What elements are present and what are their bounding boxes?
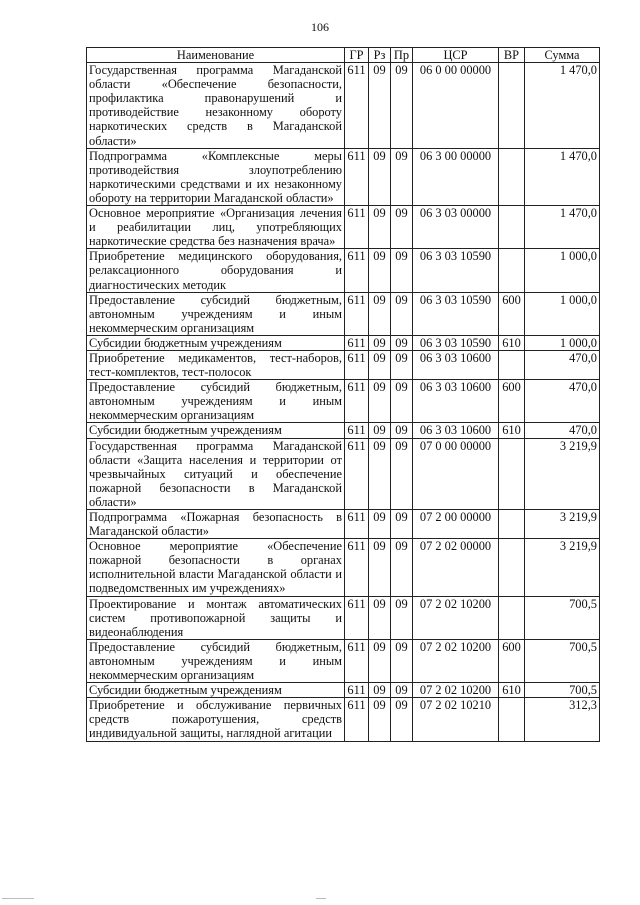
cell-rz: 09 (369, 510, 391, 539)
scan-marks (0, 898, 640, 901)
table-row (87, 596, 600, 639)
cell-gr: 611 (345, 539, 369, 596)
cell-pr: 09 (391, 539, 413, 596)
cell-pr: 09 (391, 639, 413, 682)
cell-sum: 700,5 (525, 683, 600, 698)
budget-table (86, 47, 600, 742)
cell-pr: 09 (391, 698, 413, 741)
cell-vr: 610 (499, 423, 525, 438)
cell-name: Приобретение медикаментов, тест-наборов, тест-комплектов, тест-полосок (87, 350, 345, 379)
cell-vr: 600 (499, 380, 525, 423)
cell-vr: 600 (499, 292, 525, 335)
cell-name: Основное мероприятие «Организация лечения и реабилитации лиц, употребляющих наркотические средства без назначения врача» (87, 206, 345, 249)
cell-pr: 09 (391, 596, 413, 639)
cell-pr: 09 (391, 206, 413, 249)
table-row (87, 63, 600, 149)
cell-name: Субсидии бюджетным учреждениям (87, 683, 345, 698)
cell-gr: 611 (345, 350, 369, 379)
cell-csr: 06 3 00 00000 (413, 148, 499, 205)
cell-pr: 09 (391, 350, 413, 379)
cell-pr: 09 (391, 510, 413, 539)
cell-pr: 09 (391, 249, 413, 292)
cell-sum: 1 470,0 (525, 63, 600, 149)
header-vr: ВР (499, 48, 525, 63)
cell-vr: 610 (499, 335, 525, 350)
cell-sum: 1 470,0 (525, 148, 600, 205)
table-row (87, 510, 600, 539)
cell-pr: 09 (391, 292, 413, 335)
table-row (87, 539, 600, 596)
table-row (87, 249, 600, 292)
cell-rz: 09 (369, 380, 391, 423)
cell-sum: 470,0 (525, 350, 600, 379)
cell-vr (499, 249, 525, 292)
cell-vr (499, 510, 525, 539)
cell-sum: 470,0 (525, 380, 600, 423)
table-row (87, 206, 600, 249)
cell-sum: 3 219,9 (525, 539, 600, 596)
cell-csr: 06 3 03 10600 (413, 380, 499, 423)
cell-name: Государственная программа Магаданской области «Защита населения и территории от чрезвычайных ситуаций и обеспечение пожарной безопасности в Магаданской области» (87, 438, 345, 509)
cell-name: Подпрограмма «Комплексные меры противодействия злоупотреблению наркотическими средствами и их незаконному обороту на территории Магаданской области» (87, 148, 345, 205)
cell-name: Предоставление субсидий бюджетным, автономным учреждениям и иным некоммерческим организациям (87, 292, 345, 335)
cell-rz: 09 (369, 423, 391, 438)
cell-gr: 611 (345, 438, 369, 509)
cell-sum: 470,0 (525, 423, 600, 438)
table-row (87, 438, 600, 509)
cell-csr: 06 3 03 10590 (413, 335, 499, 350)
table-header-row (87, 48, 600, 63)
table-row (87, 639, 600, 682)
cell-vr: 610 (499, 683, 525, 698)
cell-vr: 600 (499, 639, 525, 682)
cell-vr (499, 148, 525, 205)
cell-vr (499, 539, 525, 596)
header-pr: Пр (391, 48, 413, 63)
cell-pr: 09 (391, 683, 413, 698)
cell-vr (499, 596, 525, 639)
cell-csr: 07 2 02 10210 (413, 698, 499, 741)
cell-rz: 09 (369, 438, 391, 509)
cell-sum: 700,5 (525, 596, 600, 639)
cell-gr: 611 (345, 148, 369, 205)
cell-gr: 611 (345, 249, 369, 292)
page-number: 106 (311, 20, 329, 34)
cell-rz: 09 (369, 148, 391, 205)
cell-gr: 611 (345, 423, 369, 438)
cell-name: Государственная программа Магаданской области «Обеспечение безопасности, профилактика правонарушений и противодействие незаконному обороту наркотических средств в Магаданской области» (87, 63, 345, 149)
cell-gr: 611 (345, 510, 369, 539)
cell-vr (499, 63, 525, 149)
cell-gr: 611 (345, 639, 369, 682)
cell-gr: 611 (345, 698, 369, 741)
cell-vr (499, 438, 525, 509)
table-row (87, 683, 600, 698)
cell-pr: 09 (391, 335, 413, 350)
table-row (87, 292, 600, 335)
cell-gr: 611 (345, 596, 369, 639)
cell-name: Предоставление субсидий бюджетным, автономным учреждениям и иным некоммерческим организациям (87, 380, 345, 423)
header-csr: ЦСР (413, 48, 499, 63)
cell-gr: 611 (345, 292, 369, 335)
table-row (87, 335, 600, 350)
cell-sum: 3 219,9 (525, 510, 600, 539)
table-body (87, 63, 600, 741)
cell-gr: 611 (345, 683, 369, 698)
header-sum: Сумма (525, 48, 600, 63)
cell-csr: 06 3 03 00000 (413, 206, 499, 249)
cell-pr: 09 (391, 438, 413, 509)
cell-rz: 09 (369, 698, 391, 741)
cell-pr: 09 (391, 148, 413, 205)
cell-sum: 1 470,0 (525, 206, 600, 249)
table-row (87, 423, 600, 438)
cell-csr: 07 2 00 00000 (413, 510, 499, 539)
cell-csr: 06 3 03 10590 (413, 249, 499, 292)
cell-sum: 312,3 (525, 698, 600, 741)
header-name: Наименование (87, 48, 345, 63)
cell-csr: 07 2 02 10200 (413, 596, 499, 639)
cell-vr (499, 350, 525, 379)
table-row (87, 698, 600, 741)
cell-name: Проектирование и монтаж автоматических систем противопожарной защиты и видеонаблюдения (87, 596, 345, 639)
cell-sum: 1 000,0 (525, 249, 600, 292)
cell-csr: 07 2 02 10200 (413, 683, 499, 698)
cell-csr: 07 2 02 10200 (413, 639, 499, 682)
cell-csr: 06 0 00 00000 (413, 63, 499, 149)
cell-name: Приобретение медицинского оборудования, релаксационного оборудования и диагностических методик (87, 249, 345, 292)
cell-name: Предоставление субсидий бюджетным, автономным учреждениям и иным некоммерческим организациям (87, 639, 345, 682)
cell-gr: 611 (345, 63, 369, 149)
cell-gr: 611 (345, 380, 369, 423)
cell-sum: 1 000,0 (525, 335, 600, 350)
cell-rz: 09 (369, 683, 391, 698)
cell-csr: 06 3 03 10600 (413, 350, 499, 379)
cell-rz: 09 (369, 292, 391, 335)
cell-rz: 09 (369, 539, 391, 596)
header-gr: ГР (345, 48, 369, 63)
header-rz: Рз (369, 48, 391, 63)
cell-rz: 09 (369, 249, 391, 292)
cell-name: Субсидии бюджетным учреждениям (87, 335, 345, 350)
table-row (87, 148, 600, 205)
cell-rz: 09 (369, 596, 391, 639)
cell-name: Подпрограмма «Пожарная безопасность в Магаданской области» (87, 510, 345, 539)
cell-gr: 611 (345, 206, 369, 249)
table-row (87, 380, 600, 423)
cell-name: Приобретение и обслуживание первичных средств пожаротушения, средств индивидуальной защиты, наглядной агитации (87, 698, 345, 741)
cell-pr: 09 (391, 380, 413, 423)
cell-rz: 09 (369, 350, 391, 379)
cell-rz: 09 (369, 639, 391, 682)
cell-vr (499, 206, 525, 249)
cell-csr: 06 3 03 10600 (413, 423, 499, 438)
cell-name: Субсидии бюджетным учреждениям (87, 423, 345, 438)
cell-name: Основное мероприятие «Обеспечение пожарной безопасности в органах исполнительной власти Магаданской области и подведомственных им учреждениях» (87, 539, 345, 596)
cell-csr: 07 0 00 00000 (413, 438, 499, 509)
cell-vr (499, 698, 525, 741)
cell-csr: 06 3 03 10590 (413, 292, 499, 335)
cell-rz: 09 (369, 63, 391, 149)
table-row (87, 350, 600, 379)
cell-csr: 07 2 02 00000 (413, 539, 499, 596)
cell-pr: 09 (391, 423, 413, 438)
cell-pr: 09 (391, 63, 413, 149)
scan-mark-left (2, 898, 34, 899)
cell-gr: 611 (345, 335, 369, 350)
cell-rz: 09 (369, 206, 391, 249)
cell-sum: 700,5 (525, 639, 600, 682)
cell-sum: 1 000,0 (525, 292, 600, 335)
cell-rz: 09 (369, 335, 391, 350)
scan-mark-center (316, 898, 326, 899)
cell-sum: 3 219,9 (525, 438, 600, 509)
